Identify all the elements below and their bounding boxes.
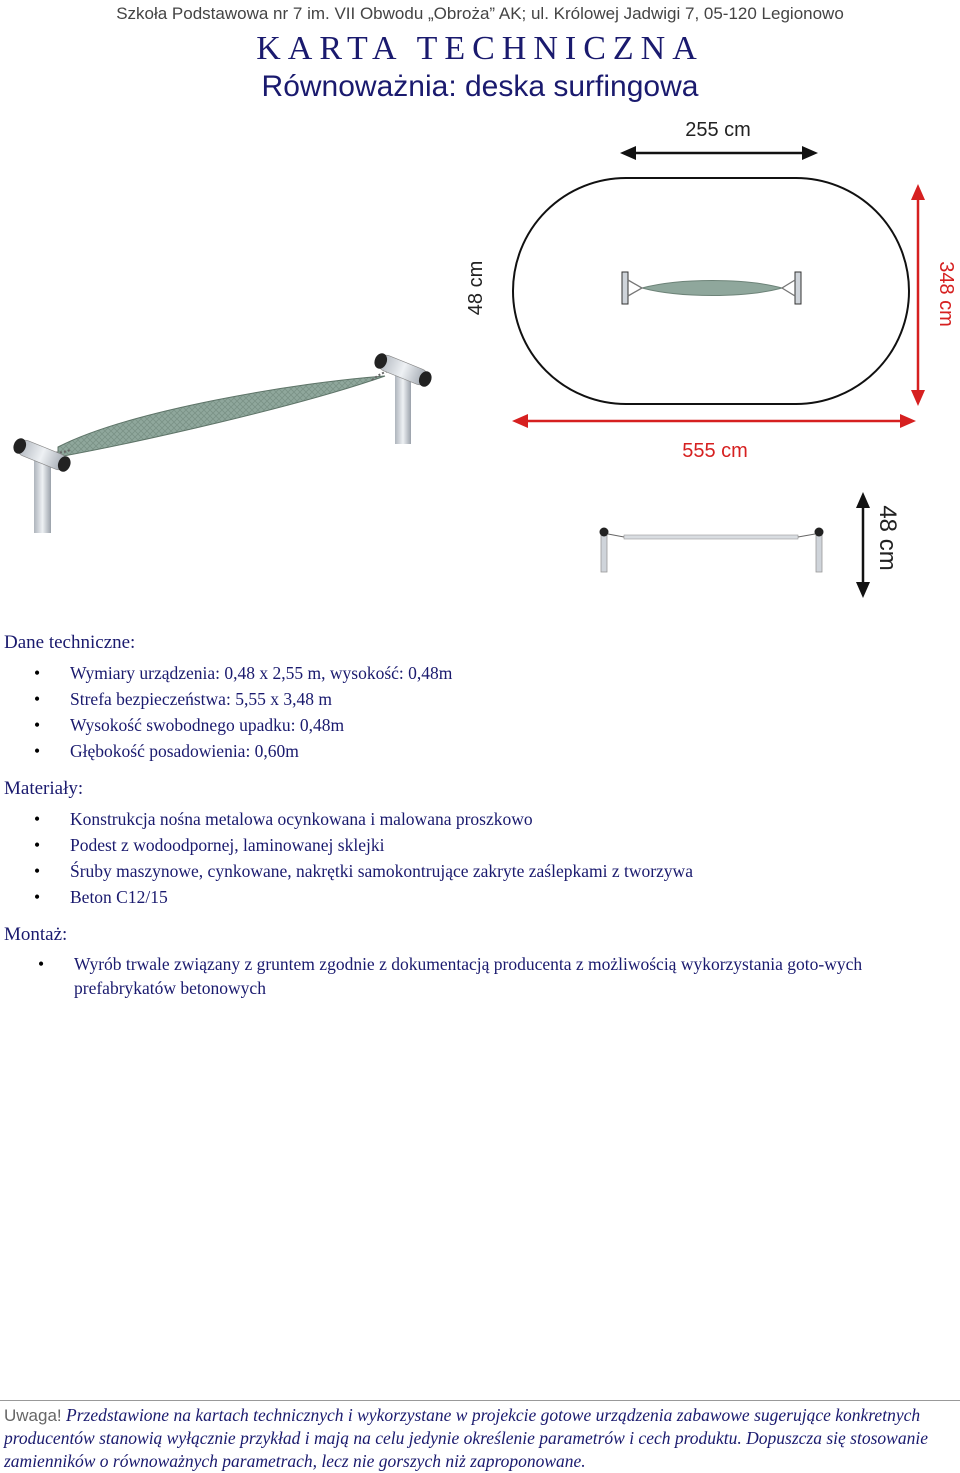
footer-lead: Uwaga! [4,1406,62,1425]
top-left-support [622,272,628,304]
top-width-label: 255 cm [685,119,751,141]
list-item: • Głębokość posadowienia: 0,60m [4,738,956,764]
footer-text: Przedstawione na kartach technicznych i wykorzystane w projekcie gotowe urządzenia zabawowe sugerujące konkretnych producentów stanowią wyłącznie przykład i mają na celu jedynie określenie parametrów i cech produktu. Dopuszcza się stosowanie zamienników o równoważnych parametrach, lecz nie gorszych niż zaproponowane. [4,1405,928,1471]
list-item: • Wymiary urządzenia: 0,48 x 2,55 m, wysokość: 0,48m [4,660,956,686]
dane-list [4,660,956,764]
side-view [600,492,902,598]
zone-height-label: 348 cm [935,261,957,327]
side-board [624,535,798,539]
side-left-post [601,534,607,572]
materialy-list [4,806,956,910]
list-item: • Wysokość swobodnego upadku: 0,48m [4,712,956,738]
top-view-board [642,281,782,296]
top-view [465,119,957,462]
list-item: • Podest z wodoodpornej, laminowanej sklejki [4,832,956,858]
school-header: Szkoła Podstawowa nr 7 im. VII Obwodu „Obroża” AK; ul. Królowej Jadwigi 7, 05-120 Legionowo [116,4,844,23]
list-item: • Konstrukcja nośna metalowa ocynkowana i malowana proszkowo [4,806,956,832]
surfboard-deck [58,376,385,457]
page-subtitle: Równoważnia: deska surfingowa [261,70,699,103]
left-post [34,455,51,533]
side-height-label: 48 cm [874,505,901,571]
list-item: • Wyrób trwale związany z gruntem zgodnie z dokumentacją producenta z możliwością wykorzystania goto-wych prefabrykatów betonowych [4,952,956,1000]
technical-content [4,632,956,1014]
top-right-support [795,272,801,304]
section-title-montaz: Montaż: [4,924,68,945]
footer-divider [0,1400,960,1401]
perspective-view [11,351,434,533]
section-title-dane: Dane techniczne: [4,632,136,653]
board-width-label: 48 cm [465,260,487,316]
side-right-post [816,534,822,572]
equipment-diagram [0,110,960,610]
zone-length-label: 555 cm [682,440,748,462]
page-title: KARTA TECHNICZNA [256,30,704,67]
right-post [395,372,411,444]
list-item: • Śruby maszynowe, cynkowane, nakrętki samokontrujące zakryte zaślepkami z tworzywa [4,858,956,884]
section-title-materialy: Materiały: [4,778,84,799]
list-item: • Strefa bezpieczeństwa: 5,55 x 3,48 m [4,686,956,712]
list-item: • Beton C12/15 [4,884,956,910]
montaz-list [4,952,956,1000]
footer-note [4,1404,960,1473]
